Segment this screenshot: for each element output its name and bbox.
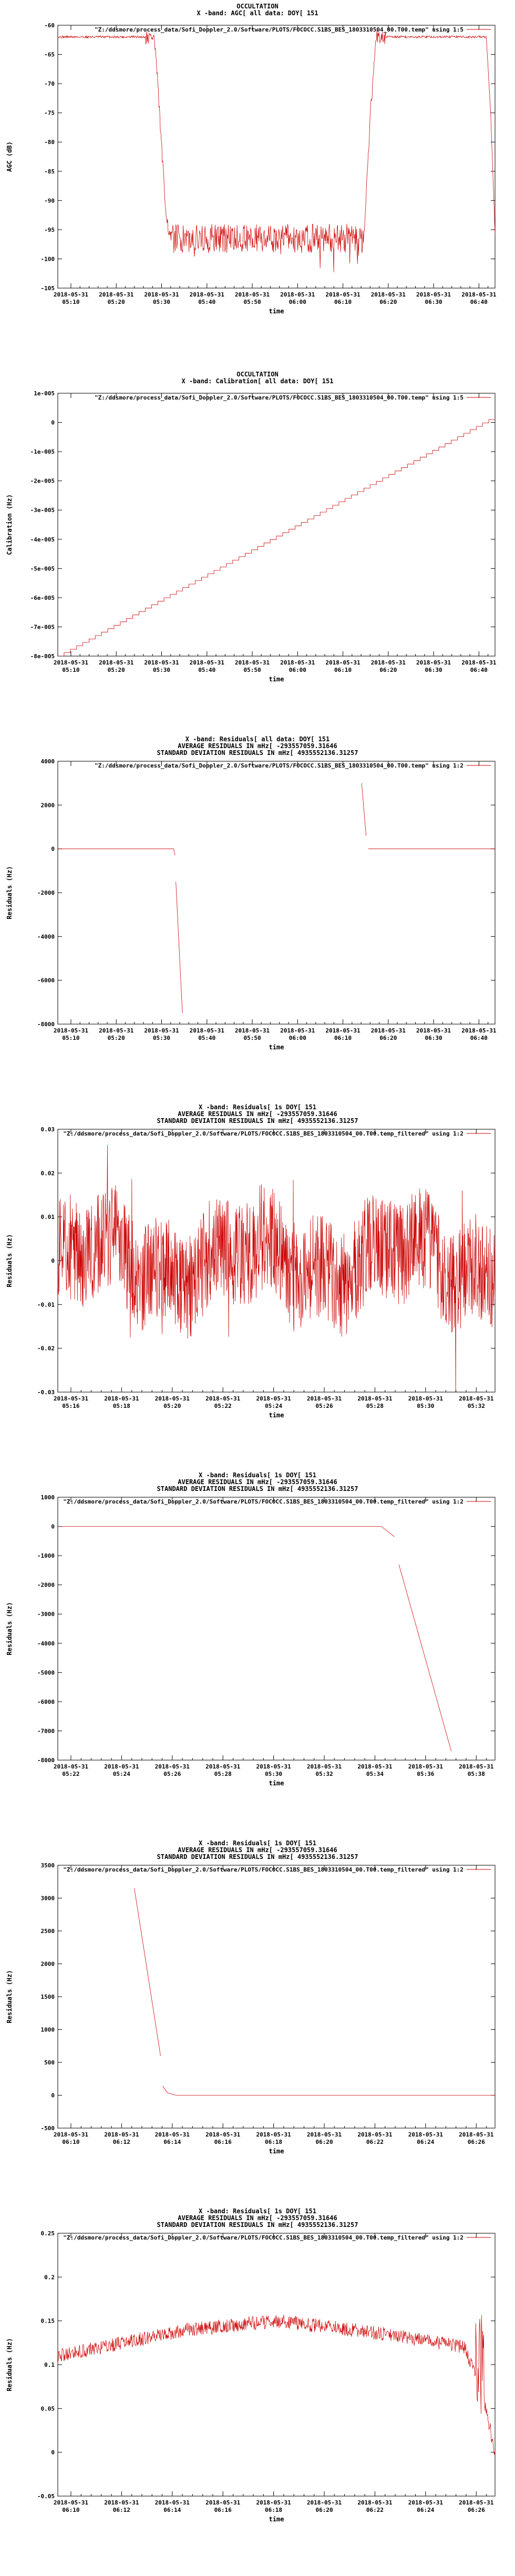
x-tick-label-time: 05:24 (112, 1771, 130, 1777)
x-tick-label-time: 06:30 (425, 667, 442, 673)
y-tick-label: -2000 (37, 1581, 55, 1589)
y-tick-label: -105 (40, 285, 55, 292)
chart-title: X -band: Residuals[ all data: DOY[ 151 (185, 736, 330, 743)
x-axis-label: time (269, 1044, 284, 1051)
y-tick-label: -3000 (37, 1611, 55, 1618)
x-tick-label-time: 06:20 (379, 1035, 397, 1041)
x-tick-label-date: 2018-05-31 (459, 1763, 494, 1770)
y-tick-label: -1e-005 (30, 448, 55, 456)
x-tick-label-time: 06:00 (289, 667, 306, 673)
x-tick-label-date: 2018-05-31 (306, 1395, 342, 1402)
chart-title: STANDARD DEVIATION RESIDUALS IN mHz[ 4935552136.31257 (157, 749, 358, 757)
x-tick-label-time: 05:28 (366, 1403, 384, 1409)
y-tick-label: -0.02 (37, 1345, 55, 1352)
y-tick-label: -5e-005 (30, 565, 55, 573)
series-line (399, 1565, 451, 1752)
series-line (58, 420, 495, 656)
x-tick-label-time: 06:14 (163, 2139, 181, 2145)
y-tick-label: 0 (51, 2092, 55, 2099)
series-line (58, 2315, 495, 2455)
x-tick-label-date: 2018-05-31 (144, 1027, 179, 1034)
x-tick-label-date: 2018-05-31 (280, 291, 315, 298)
y-tick-label: -4000 (37, 933, 55, 941)
x-tick-label-time: 05:10 (62, 299, 80, 305)
x-tick-label-time: 05:30 (152, 667, 171, 673)
x-tick-label-date: 2018-05-31 (461, 659, 497, 666)
y-tick-label: 0.05 (40, 2405, 55, 2413)
x-tick-label-date: 2018-05-31 (104, 1763, 139, 1770)
y-tick-label: -95 (44, 226, 55, 233)
x-tick-label-date: 2018-05-31 (325, 659, 360, 666)
chart-title: STANDARD DEVIATION RESIDUALS IN mHz[ 4935552136.31257 (157, 1117, 358, 1125)
x-tick-label-time: 06:18 (265, 2139, 283, 2145)
y-tick-label: 0.01 (40, 1213, 55, 1221)
y-axis-label: Residuals (Hz) (6, 1602, 13, 1655)
plot-frame (58, 2233, 495, 2496)
x-tick-label-date: 2018-05-31 (370, 291, 406, 298)
y-tick-label: -6e-005 (30, 594, 55, 601)
x-tick-label-time: 05:10 (62, 667, 80, 673)
x-tick-label-date: 2018-05-31 (154, 1395, 190, 1402)
x-tick-label-date: 2018-05-31 (256, 2499, 291, 2506)
x-tick-label-time: 05:30 (152, 299, 171, 305)
x-tick-label-date: 2018-05-31 (53, 2131, 89, 2138)
y-tick-label: 0 (51, 419, 55, 426)
y-axis-label: Residuals (Hz) (6, 1970, 13, 2023)
x-tick-label-date: 2018-05-31 (357, 1763, 393, 1770)
series-line (362, 783, 366, 836)
chart-panel-5 (0, 1472, 515, 1840)
y-tick-label: 3500 (40, 1862, 55, 1869)
x-tick-label-date: 2018-05-31 (53, 1763, 89, 1770)
y-tick-label: -2000 (37, 890, 55, 896)
x-tick-label-date: 2018-05-31 (280, 659, 315, 666)
chart-title: OCCULTATION (236, 371, 279, 378)
chart-panel-7 (0, 2208, 515, 2576)
x-tick-label-time: 06:26 (467, 2507, 485, 2513)
series-line (176, 882, 183, 1013)
x-tick-label-date: 2018-05-31 (99, 291, 134, 298)
y-tick-label: -2e-005 (30, 477, 55, 485)
y-tick-label: 0.03 (40, 1126, 55, 1133)
chart-panel-4 (0, 1104, 515, 1472)
x-tick-label-date: 2018-05-31 (53, 1027, 89, 1034)
legend-label: "Z:/ddsmore/process_data/Sofi_Doppler_2.0/Software/PLOTS/FOCOCC.S1BS_BES_1803310504_00.T00.temp_filtered" using 1:2 (63, 1498, 464, 1505)
x-tick-label-date: 2018-05-31 (144, 659, 179, 666)
x-tick-label-time: 05:18 (112, 1403, 130, 1409)
legend-label: "Z:/ddsmore/process_data/Sofi_Doppler_2.0/Software/PLOTS/FOCOCC.S1BS_BES_1803310504_00.T00.temp" using 1:2 (95, 762, 464, 769)
plot-frame (58, 25, 495, 288)
x-tick-label-time: 05:36 (417, 1771, 435, 1777)
y-tick-label: -0.03 (37, 1389, 55, 1396)
chart-title: STANDARD DEVIATION RESIDUALS IN mHz[ 4935552136.31257 (157, 1853, 358, 1861)
y-tick-label: 0.15 (40, 2317, 55, 2325)
chart-svg (0, 1104, 515, 1472)
x-tick-label-time: 06:10 (334, 667, 352, 673)
y-tick-label: -8000 (37, 1021, 55, 1028)
x-axis-label: time (269, 308, 284, 315)
y-tick-label: 0 (51, 845, 55, 853)
series-group (58, 2315, 495, 2455)
x-tick-label-date: 2018-05-31 (357, 1395, 393, 1402)
x-tick-label-time: 06:30 (425, 299, 442, 305)
y-axis-label: Residuals (Hz) (6, 2338, 13, 2391)
x-tick-label-date: 2018-05-31 (325, 291, 360, 298)
chart-panel-3 (0, 736, 515, 1104)
x-tick-label-date: 2018-05-31 (53, 1395, 89, 1402)
x-tick-label-time: 05:34 (366, 1771, 384, 1777)
x-tick-label-date: 2018-05-31 (234, 1027, 270, 1034)
x-tick-label-time: 05:22 (62, 1771, 80, 1777)
y-tick-label: 500 (44, 2059, 55, 2066)
x-tick-label-time: 05:32 (315, 1771, 333, 1777)
chart-panel-1 (0, 0, 515, 368)
legend-label: "Z:/ddsmore/process_data/Sofi_Doppler_2.0/Software/PLOTS/FOCOCC.S1BS_BES_1803310504_00.T00.temp_filtered" using 1:2 (63, 2234, 464, 2241)
series-line (58, 30, 495, 272)
y-tick-label: 1500 (40, 1994, 55, 2000)
x-tick-label-time: 05:38 (467, 1771, 485, 1777)
x-tick-label-time: 06:00 (289, 1035, 306, 1041)
y-tick-label: -100 (40, 255, 55, 263)
y-tick-label: -0.05 (37, 2493, 55, 2500)
x-tick-label-date: 2018-05-31 (408, 1395, 443, 1402)
legend-label: "Z:/ddsmore/process_data/Sofi_Doppler_2.0/Software/PLOTS/FOCOCC.S1BS_BES_1803310504_00.T00.temp_filtered" using 1:2 (63, 1130, 464, 1137)
series-line (135, 1888, 161, 2056)
series-line (58, 849, 175, 856)
y-tick-label: -7e-005 (30, 623, 55, 631)
x-axis-label: time (269, 1412, 284, 1419)
x-tick-label-time: 06:10 (334, 1035, 352, 1041)
chart-title: X -band: Residuals[ 1s DOY[ 151 (199, 1104, 316, 1111)
y-tick-label: -8e-005 (30, 653, 55, 660)
y-tick-label: -90 (44, 197, 55, 205)
y-tick-label: 4000 (40, 758, 55, 765)
x-tick-label-date: 2018-05-31 (99, 1027, 134, 1034)
y-tick-label: -6000 (37, 977, 55, 984)
x-tick-label-time: 05:50 (243, 667, 261, 673)
x-tick-label-date: 2018-05-31 (256, 1395, 291, 1402)
series-group (58, 783, 495, 1014)
chart-title: AVERAGE RESIDUALS IN mHz[ -293557059.31646 (178, 1846, 337, 1854)
y-tick-label: 0.02 (40, 1170, 55, 1177)
plot-frame (58, 761, 495, 1024)
y-tick-label: 0.25 (40, 2230, 55, 2237)
chart-title: AVERAGE RESIDUALS IN mHz[ -293557059.31646 (178, 742, 337, 750)
x-tick-label-time: 06:24 (417, 2507, 435, 2513)
x-tick-label-time: 06:20 (379, 667, 397, 673)
y-tick-label: 2500 (40, 1928, 55, 1935)
y-tick-label: -8000 (37, 1757, 55, 1764)
legend-label: "Z:/ddsmore/process_data/Sofi_Doppler_2.0/Software/PLOTS/FOCOCC.S1BS_BES_1803310504_00.T00.temp" using 1:5 (95, 26, 464, 33)
x-tick-label-time: 06:10 (334, 299, 352, 305)
x-tick-label-time: 05:24 (265, 1403, 283, 1409)
chart-title: STANDARD DEVIATION RESIDUALS IN mHz[ 4935552136.31257 (157, 2221, 358, 2229)
x-tick-label-date: 2018-05-31 (53, 659, 89, 666)
x-tick-label-date: 2018-05-31 (357, 2499, 393, 2506)
y-tick-label: 1000 (40, 2026, 55, 2033)
x-tick-label-date: 2018-05-31 (234, 291, 270, 298)
x-tick-label-date: 2018-05-31 (99, 659, 134, 666)
x-tick-label-date: 2018-05-31 (461, 291, 497, 298)
x-tick-label-time: 06:10 (62, 2507, 80, 2513)
series-group (58, 1145, 495, 1396)
series-group (135, 1888, 495, 2095)
legend-label: "Z:/ddsmore/process_data/Sofi_Doppler_2.0/Software/PLOTS/FOCOCC.S1BS_BES_1803310504_00.T00.temp" using 1:5 (95, 394, 464, 401)
x-tick-label-time: 06:30 (425, 1035, 442, 1041)
chart-panel-6 (0, 1840, 515, 2208)
y-tick-label: -1000 (37, 1552, 55, 1560)
y-tick-label: 1e-005 (34, 390, 55, 397)
x-tick-label-date: 2018-05-31 (154, 2499, 190, 2506)
y-tick-label: 0 (51, 1523, 55, 1530)
chart-title: X -band: Residuals[ 1s DOY[ 151 (199, 2208, 316, 2215)
x-tick-label-time: 05:40 (198, 667, 216, 673)
x-tick-label-date: 2018-05-31 (416, 291, 451, 298)
y-tick-label: -500 (40, 2125, 55, 2132)
x-tick-label-date: 2018-05-31 (53, 2499, 89, 2506)
x-tick-label-date: 2018-05-31 (459, 1395, 494, 1402)
y-tick-label: -5000 (37, 1669, 55, 1677)
x-tick-label-date: 2018-05-31 (234, 659, 270, 666)
x-tick-label-date: 2018-05-31 (306, 2131, 342, 2138)
x-tick-label-time: 05:50 (243, 299, 261, 305)
x-tick-label-time: 06:12 (112, 2507, 130, 2513)
x-tick-label-time: 06:40 (470, 299, 488, 305)
x-tick-label-date: 2018-05-31 (205, 1395, 241, 1402)
x-tick-label-date: 2018-05-31 (189, 659, 224, 666)
x-tick-label-date: 2018-05-31 (416, 1027, 451, 1034)
x-tick-label-time: 05:40 (198, 299, 216, 305)
x-tick-label-date: 2018-05-31 (370, 659, 406, 666)
chart-svg (0, 1840, 515, 2208)
x-tick-label-date: 2018-05-31 (408, 2499, 443, 2506)
y-tick-label: -0.01 (37, 1301, 55, 1309)
y-tick-label: -4000 (37, 1640, 55, 1647)
series-group (58, 420, 495, 656)
x-tick-label-time: 05:32 (467, 1403, 485, 1409)
x-tick-label-time: 06:10 (62, 2139, 80, 2145)
x-tick-label-date: 2018-05-31 (205, 2499, 241, 2506)
x-tick-label-time: 06:16 (214, 2139, 232, 2145)
y-axis-label: Calibration (Hz) (6, 494, 13, 555)
x-tick-label-time: 05:30 (417, 1403, 435, 1409)
x-tick-label-time: 06:22 (366, 2507, 384, 2513)
x-axis-label: time (269, 1780, 284, 1787)
x-tick-label-date: 2018-05-31 (306, 2499, 342, 2506)
x-tick-label-time: 06:14 (163, 2507, 181, 2513)
x-tick-label-time: 06:40 (470, 1035, 488, 1041)
x-tick-label-date: 2018-05-31 (154, 2131, 190, 2138)
x-tick-label-time: 06:12 (112, 2139, 130, 2145)
chart-svg (0, 0, 515, 368)
y-tick-label: -80 (44, 139, 55, 146)
y-tick-label: 0 (51, 2449, 55, 2456)
x-tick-label-date: 2018-05-31 (189, 1027, 224, 1034)
x-tick-label-date: 2018-05-31 (280, 1027, 315, 1034)
x-tick-label-time: 05:16 (62, 1403, 80, 1409)
x-tick-label-date: 2018-05-31 (408, 1763, 443, 1770)
chart-svg (0, 1472, 515, 1840)
x-tick-label-date: 2018-05-31 (104, 2131, 139, 2138)
series-group (58, 30, 495, 272)
x-tick-label-time: 06:22 (366, 2139, 384, 2145)
x-tick-label-time: 06:24 (417, 2139, 435, 2145)
y-tick-label: -70 (44, 80, 55, 88)
series-line (58, 1145, 495, 1396)
x-tick-label-date: 2018-05-31 (459, 2499, 494, 2506)
x-tick-label-time: 05:26 (163, 1771, 181, 1777)
series-group (58, 1527, 451, 1752)
chart-title: OCCULTATION (236, 3, 279, 10)
plot-frame (58, 1497, 495, 1760)
x-tick-label-time: 06:20 (315, 2507, 333, 2513)
chart-title: X -band: Residuals[ 1s DOY[ 151 (199, 1840, 316, 1847)
x-tick-label-date: 2018-05-31 (53, 291, 89, 298)
chart-panel-2 (0, 368, 515, 736)
x-tick-label-date: 2018-05-31 (104, 1395, 139, 1402)
x-tick-label-date: 2018-05-31 (461, 1027, 497, 1034)
series-line (163, 2086, 495, 2095)
y-tick-label: -7000 (37, 1727, 55, 1735)
y-tick-label: -75 (44, 109, 55, 117)
x-tick-label-time: 05:50 (243, 1035, 261, 1041)
x-tick-label-date: 2018-05-31 (154, 1763, 190, 1770)
x-tick-label-date: 2018-05-31 (189, 291, 224, 298)
y-axis-label: AGC (dB) (6, 141, 13, 172)
x-tick-label-date: 2018-05-31 (205, 1763, 241, 1770)
x-tick-label-date: 2018-05-31 (459, 2131, 494, 2138)
x-tick-label-time: 05:20 (163, 1403, 181, 1409)
y-tick-label: -85 (44, 168, 55, 175)
x-tick-label-date: 2018-05-31 (144, 291, 179, 298)
x-tick-label-date: 2018-05-31 (408, 2131, 443, 2138)
y-tick-label: 3000 (40, 1895, 55, 1902)
x-tick-label-date: 2018-05-31 (205, 2131, 241, 2138)
x-tick-label-time: 05:40 (198, 1035, 216, 1041)
chart-svg (0, 736, 515, 1104)
x-tick-label-time: 05:28 (214, 1771, 232, 1777)
x-tick-label-date: 2018-05-31 (325, 1027, 360, 1034)
x-tick-label-time: 05:10 (62, 1035, 80, 1041)
x-axis-label: time (269, 2516, 284, 2523)
x-tick-label-time: 05:20 (107, 1035, 125, 1041)
x-tick-label-time: 06:16 (214, 2507, 232, 2513)
x-tick-label-time: 05:20 (107, 299, 125, 305)
y-tick-label: -6000 (37, 1698, 55, 1705)
x-tick-label-time: 05:22 (214, 1403, 232, 1409)
x-tick-label-time: 05:20 (107, 667, 125, 673)
y-tick-label: -3e-005 (30, 507, 55, 514)
y-tick-label: 2000 (40, 802, 55, 809)
plot-frame (58, 1865, 495, 2128)
x-tick-label-date: 2018-05-31 (256, 1763, 291, 1770)
x-tick-label-date: 2018-05-31 (306, 1763, 342, 1770)
chart-title: AVERAGE RESIDUALS IN mHz[ -293557059.31646 (178, 1110, 337, 1118)
y-tick-label: 1000 (40, 1494, 55, 1501)
x-tick-label-date: 2018-05-31 (104, 2499, 139, 2506)
x-tick-label-time: 06:40 (470, 667, 488, 673)
y-tick-label: -4e-005 (30, 536, 55, 543)
x-tick-label-time: 06:26 (467, 2139, 485, 2145)
chart-title: STANDARD DEVIATION RESIDUALS IN mHz[ 4935552136.31257 (157, 1485, 358, 1493)
y-tick-label: -65 (44, 51, 55, 58)
x-tick-label-date: 2018-05-31 (256, 2131, 291, 2138)
x-tick-label-time: 05:26 (315, 1403, 333, 1409)
y-tick-label: 0.2 (44, 2274, 55, 2281)
plot-frame (58, 393, 495, 656)
chart-title: X -band: AGC[ all data: DOY[ 151 (197, 9, 318, 17)
y-tick-label: 0 (51, 1258, 55, 1264)
chart-title: X -band: Calibration[ all data: DOY[ 151 (181, 377, 334, 385)
y-tick-label: 0.1 (44, 2362, 55, 2368)
x-tick-label-time: 06:18 (265, 2507, 283, 2513)
x-axis-label: time (269, 676, 284, 683)
x-tick-label-date: 2018-05-31 (357, 2131, 393, 2138)
x-tick-label-date: 2018-05-31 (416, 659, 451, 666)
chart-title: AVERAGE RESIDUALS IN mHz[ -293557059.31646 (178, 1478, 337, 1486)
x-tick-label-time: 05:30 (152, 1035, 171, 1041)
y-axis-label: Residuals (Hz) (6, 1234, 13, 1287)
x-tick-label-time: 05:30 (265, 1771, 283, 1777)
x-tick-label-time: 06:20 (379, 299, 397, 305)
series-line (58, 1527, 395, 1537)
x-tick-label-date: 2018-05-31 (370, 1027, 406, 1034)
y-tick-label: 2000 (40, 1960, 55, 1968)
chart-title: AVERAGE RESIDUALS IN mHz[ -293557059.31646 (178, 2214, 337, 2222)
y-tick-label: -60 (44, 22, 55, 29)
x-axis-label: time (269, 2148, 284, 2155)
chart-svg (0, 368, 515, 736)
x-tick-label-time: 06:00 (289, 299, 306, 305)
x-tick-label-time: 06:20 (315, 2139, 333, 2145)
chart-title: X -band: Residuals[ 1s DOY[ 151 (199, 1472, 316, 1479)
chart-svg (0, 2208, 515, 2576)
y-axis-label: Residuals (Hz) (6, 866, 13, 919)
legend-label: "Z:/ddsmore/process_data/Sofi_Doppler_2.0/Software/PLOTS/FOCOCC.S1BS_BES_1803310504_00.T00.temp_filtered" using 1:2 (63, 1866, 464, 1873)
